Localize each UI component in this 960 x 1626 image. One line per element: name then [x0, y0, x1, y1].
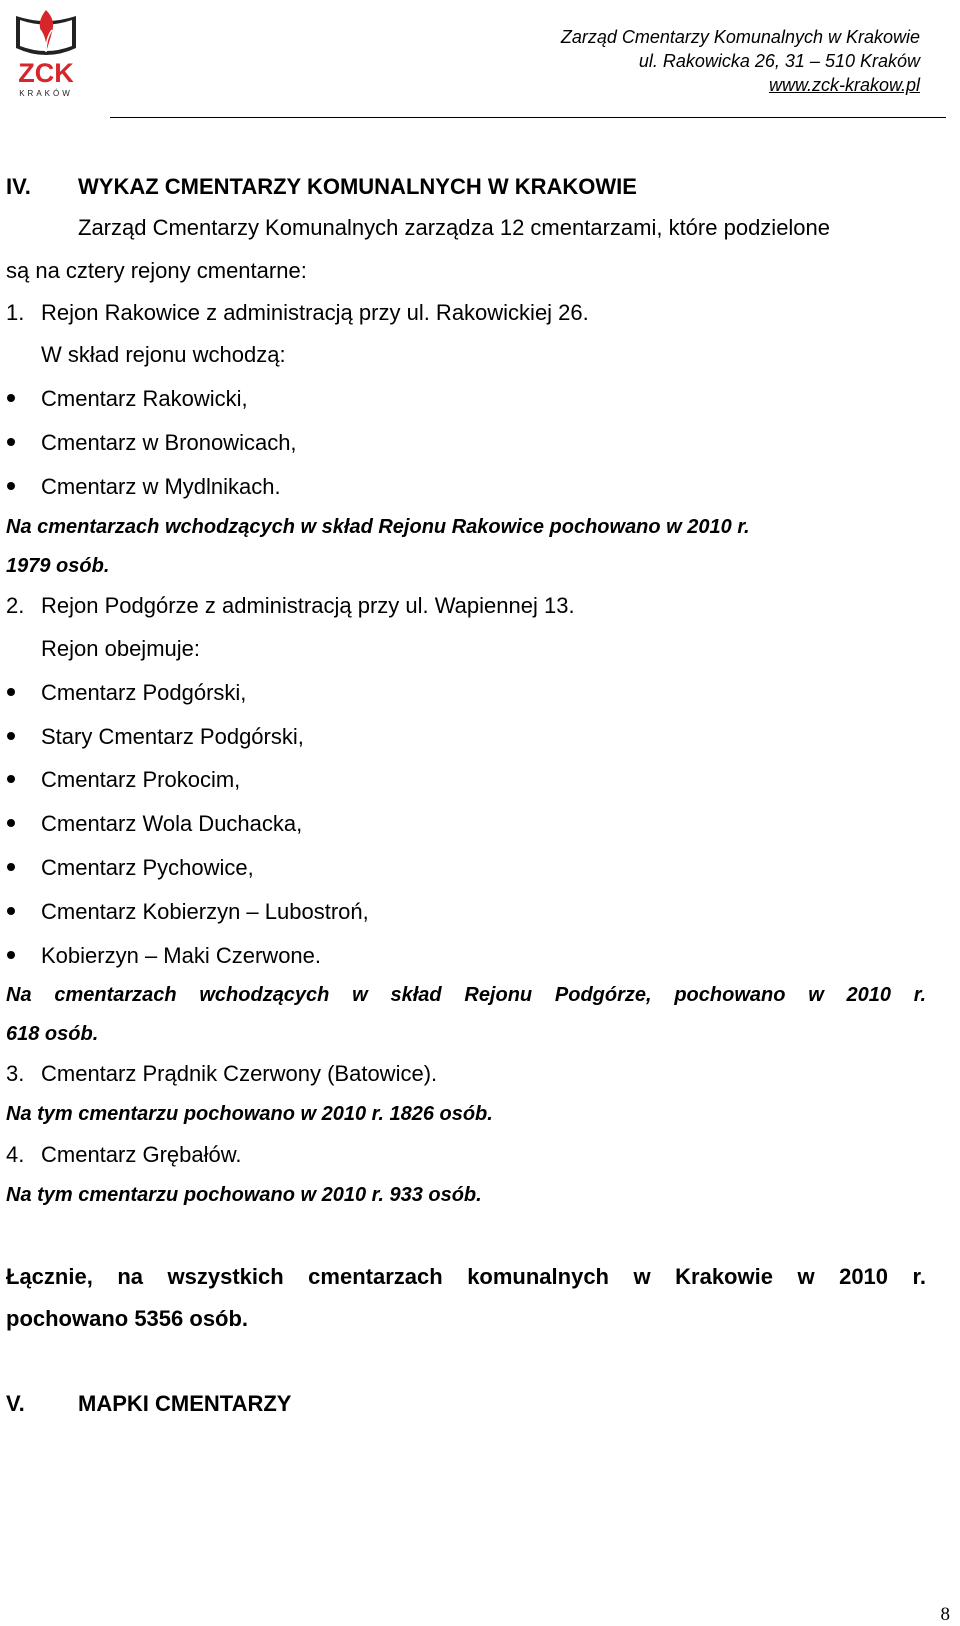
region-1-number: 1. [6, 300, 25, 325]
zck-logo [6, 4, 86, 100]
region-3-summary: Na tym cmentarzu pochowano w 2010 r. 1826 osób. [6, 1103, 493, 1125]
logo-text: ZCK [18, 58, 74, 88]
region-1-summary-line-1: Na cmentarzach wchodzących w skład Rejonu Rakowice pochowano w 2010 r. [6, 516, 750, 538]
region-4-summary: Na tym cmentarzu pochowano w 2010 r. 933 osób. [6, 1184, 482, 1206]
intro-line-1-text: Zarząd Cmentarzy Komunalnych zarządza 12 cmentarzami, które podzielone [78, 215, 831, 240]
region-4-title: Cmentarz Grębałów. [41, 1142, 242, 1167]
list-item: Kobierzyn – Maki Czerwone. [41, 943, 322, 968]
region-2-summary-line-2: 618 osób. [6, 1023, 99, 1045]
intro-paragraph-line-1 [78, 215, 926, 241]
section-4-title: WYKAZ CMENTARZY KOMUNALNYCH W KRAKOWIE [78, 174, 637, 199]
list-item: Cmentarz Wola Duchacka, [41, 811, 303, 836]
bullet-icon [7, 775, 15, 783]
zck-logo-emblem [6, 4, 86, 100]
region-2-subtitle: Rejon obejmuje: [41, 636, 200, 661]
page-number: 8 [940, 1604, 950, 1625]
region-1-title: Rejon Rakowice z administracją przy ul. Rakowickiej 26. [41, 300, 589, 325]
region-2-number: 2. [6, 593, 25, 618]
bullet-icon [7, 482, 15, 490]
region-2-title: Rejon Podgórze z administracją przy ul. Wapiennej 13. [41, 593, 575, 618]
bullet-icon [7, 732, 15, 740]
intro-paragraph-line-2: są na cztery rejony cmentarne: [6, 258, 307, 283]
section-4-number: IV. [6, 174, 31, 199]
list-item: Cmentarz Pychowice, [41, 855, 254, 880]
bullet-icon [7, 394, 15, 402]
bullet-icon [7, 863, 15, 871]
list-item: Cmentarz Kobierzyn – Lubostroń, [41, 899, 369, 924]
section-5-number: V. [6, 1391, 25, 1416]
header-website-link[interactable]: www.zck-krakow.pl [768, 75, 920, 95]
section-5-title: MAPKI CMENTARZY [78, 1391, 292, 1416]
bullet-icon [7, 951, 15, 959]
total-line-2: pochowano 5356 osób. [6, 1306, 249, 1331]
header-address: ul. Rakowicka 26, 31 – 510 Kraków [638, 51, 920, 71]
total-line-1: Łącznie, na wszystkich cmentarzach komunalnych w Krakowie w 2010 r. [6, 1264, 926, 1289]
bullet-icon [7, 819, 15, 827]
list-item: Cmentarz w Mydlnikach. [41, 474, 281, 499]
bullet-icon [7, 438, 15, 446]
region-4-number: 4. [6, 1142, 25, 1167]
logo-city: KRAKÓW [19, 89, 73, 98]
header-org-name: Zarząd Cmentarzy Komunalnych w Krakowie [560, 27, 920, 47]
region-3-title: Cmentarz Prądnik Czerwony (Batowice). [41, 1061, 438, 1086]
list-item: Cmentarz w Bronowicach, [41, 430, 297, 455]
region-1-summary-line-2: 1979 osób. [6, 555, 110, 577]
list-item: Stary Cmentarz Podgórski, [41, 724, 304, 749]
list-item: Cmentarz Rakowicki, [41, 386, 248, 411]
bullet-icon [7, 688, 15, 696]
bullet-icon [7, 907, 15, 915]
list-item: Cmentarz Podgórski, [41, 680, 247, 705]
region-1-subtitle: W skład rejonu wchodzą: [41, 342, 286, 367]
region-2-summary-line-1: Na cmentarzach wchodzących w skład Rejonu Podgórze, pochowano w 2010 r. [6, 984, 926, 1006]
list-item: Cmentarz Prokocim, [41, 767, 241, 792]
region-3-number: 3. [6, 1061, 25, 1086]
header-rule [110, 117, 946, 118]
